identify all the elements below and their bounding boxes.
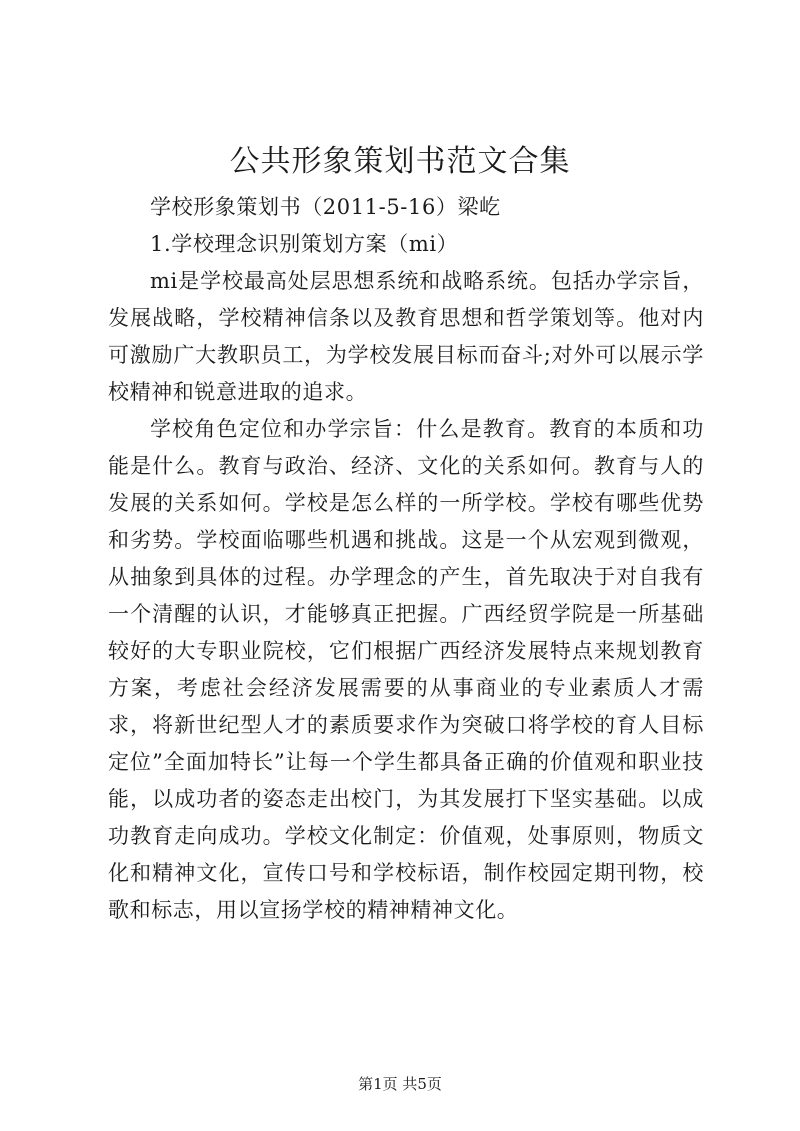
paragraph-section-heading: 1.学校理念识别策划方案（mi）	[150, 232, 459, 256]
page-number: 第1页 共5页	[358, 1075, 442, 1093]
page-footer	[0, 1074, 800, 1094]
paragraph-mi-definition: mi是学校最高处层思想系统和战略系统。包括办学宗旨，发展战略，学校精神信条以及教育思想和哲学策划等。他对内可激励广大教职员工，为学校发展目标而奋斗;对外可以展示学校精神和锐意进取的追求。	[108, 269, 704, 404]
document-title: 公共形象策划书范文合集	[229, 144, 571, 179]
document-body	[108, 189, 704, 929]
paragraph-subtitle: 学校形象策划书（2011-5-16）梁屹	[150, 195, 501, 219]
paragraph-school-positioning: 学校角色定位和办学宗旨：什么是教育。教育的本质和功能是什么。教育与政治、经济、文化的关系如何。教育与人的发展的关系如何。学校是怎么样的一所学校。学校有哪些优势和劣势。学校面临哪些机遇和挑战。这是一个从宏观到微观，从抽象到具体的过程。办学理念的产生，首先取决于对自我有一个清醒的认识，才能够真正把握。广西经贸学院是一所基础较好的大专职业院校，它们根据广西经济发展特点来规划教育方案，考虑社会经济发展需要的从事商业的专业素质人才需求，将新世纪型人才的素质要求作为突破口将学校的育人目标定位”全面加特长”让每一个学生都具备正确的价值观和职业技能，以成功者的姿态走出校门，为其发展打下坚实基础。以成功教育走向成功。学校文化制定：价值观，处事原则，物质文化和精神文化，宣传口号和学校标语，制作校园定期刊物，校歌和标志，用以宣扬学校的精神精神文化。	[108, 417, 704, 922]
